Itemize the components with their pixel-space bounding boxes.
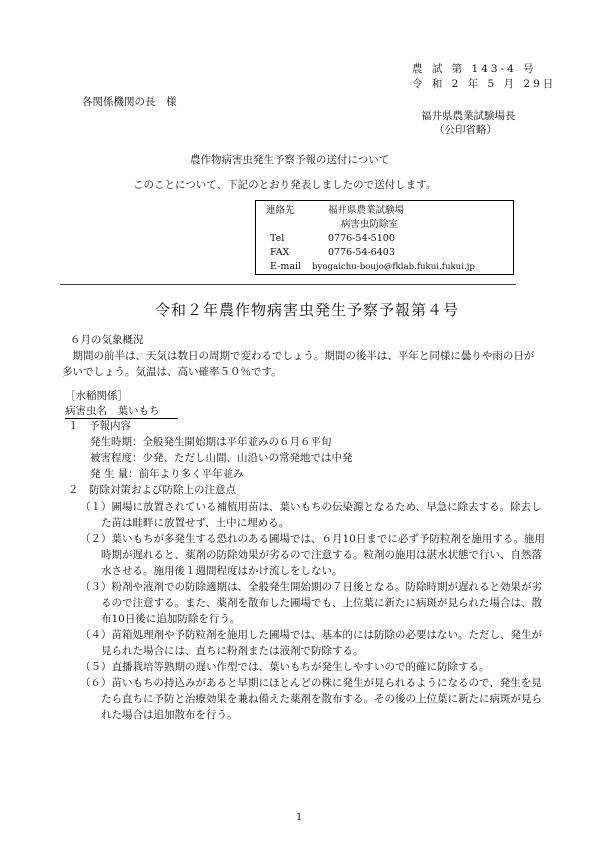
control-item-line: れた場合は追加散布を行う。 bbox=[80, 709, 238, 721]
control-item-line: （１）圃場に放置されている補植用苗は、葉いもちの伝染源となるため、早急に除去する。除去し bbox=[80, 501, 542, 513]
control-item-line: （６）苗いもちの持込みがあると早期にほとんどの株に発生が見られるようになるので、発生を見 bbox=[80, 677, 542, 689]
control-item-line: 布10日後に追加防除を行う。 bbox=[80, 613, 241, 625]
forecast-block bbox=[68, 418, 548, 498]
forecast-line: 被害程度：少発、ただし山間、山沿いの常発地では中発 bbox=[90, 452, 353, 464]
page-number: 1 bbox=[296, 812, 303, 823]
control-heading: ２ 防除対策および防除上の注意点 bbox=[68, 484, 236, 496]
weather-line: 多いでしょう。気温は、高い確率５０％です。 bbox=[62, 366, 282, 378]
control-item-line: た苗は畦畔に放置せず、土中に埋める。 bbox=[80, 517, 290, 529]
weather-heading: ６月の気象概況 bbox=[70, 334, 144, 346]
fax-label: FAX bbox=[270, 247, 290, 258]
control-item-line: るので注意する。また、薬剤を散布した圃場でも、上位葉に新たに病斑が見られた場合は、散 bbox=[80, 597, 542, 609]
control-item-line: たら直ちに予防と治療効果を兼ね備えた薬剤を散布する。その後の上位葉に新たに病斑が見ら bbox=[80, 693, 542, 705]
contact-box bbox=[255, 200, 514, 275]
control-item-line: 水させる。施用後１週間程度はかけ流しをしない。 bbox=[80, 565, 343, 577]
pest-name: 病害虫名 葉いもち bbox=[65, 405, 160, 417]
weather-line: 期間の前半は、天気は数日の周期で変わるでしょう。期間の後半は、平年と同様に曇りや雨の日が bbox=[62, 350, 535, 362]
seal-note: （公印省略） bbox=[434, 124, 497, 136]
email-label: E-mail bbox=[270, 261, 302, 272]
contact-org: 福井県農業試験場 bbox=[328, 205, 405, 216]
intro-text: このことについて、下記のとおり発表しましたので送付します。 bbox=[133, 179, 437, 191]
contact-dept: 病害虫防除室 bbox=[341, 219, 399, 230]
forecast-line: 発生時期：全般発生開始期は平年並みの６月６平旬 bbox=[90, 436, 332, 448]
control-item-line: （３）粉剤や液剤での防除適期は、全般発生開始期の７日後となる。防除時期が遅れると効果が劣 bbox=[80, 581, 542, 593]
sender-name: 福井県農業試験場長 bbox=[421, 110, 516, 122]
weather-overview bbox=[62, 332, 542, 380]
document-date: 令 和 2 年 5 月 29日 bbox=[412, 78, 557, 90]
forecast-heading: １ 予報内容 bbox=[68, 420, 131, 432]
control-item-line: 見られた場合には、直ちに粉剤または液剤で防除する。 bbox=[80, 645, 364, 657]
email-address[interactable]: byogaichu-boujo@fklab.fukui.fukui.jp bbox=[312, 262, 475, 272]
tel-label: Tel bbox=[270, 233, 285, 244]
control-items bbox=[80, 499, 560, 723]
contact-label: 連絡先 bbox=[266, 205, 295, 216]
subject-line: 農作物病害虫発生予察予報の送付について bbox=[190, 154, 390, 166]
forecast-line: 発 生 量：前年より多く平年並み bbox=[90, 468, 244, 480]
document-number: 農 試 第 143-4 号 bbox=[412, 63, 537, 75]
fax-number: 0776-54-6403 bbox=[328, 247, 395, 258]
control-item-line: （４）苗箱処理剤や予防粒剤を施用した圃場では、基本的には防除の必要はない。ただし、発生が bbox=[80, 629, 542, 641]
section-heading-rice: ［水稲関係］ bbox=[65, 390, 128, 402]
control-item-line: （２）葉いもちが多発生する恐れのある圃場では、６月10日までに必ず予防粒剤を施用する。施用 bbox=[80, 533, 545, 545]
main-title: 令和２年農作物病害虫発生予察予報第４号 bbox=[155, 301, 460, 319]
divider-line bbox=[60, 284, 516, 285]
tel-number: 0776-54-5100 bbox=[328, 233, 395, 244]
control-item-line: （５）直播栽培等熟期の遅い作型では、葉いもちが発生しやすいので的確に防除する。 bbox=[80, 661, 490, 673]
addressee: 各関係機関の長 様 bbox=[82, 96, 177, 108]
control-item-line: 時期が遅れると、薬剤の防除効果が劣るので注意する。粒剤の施用は湛水状態で行い、自然落 bbox=[80, 549, 542, 561]
